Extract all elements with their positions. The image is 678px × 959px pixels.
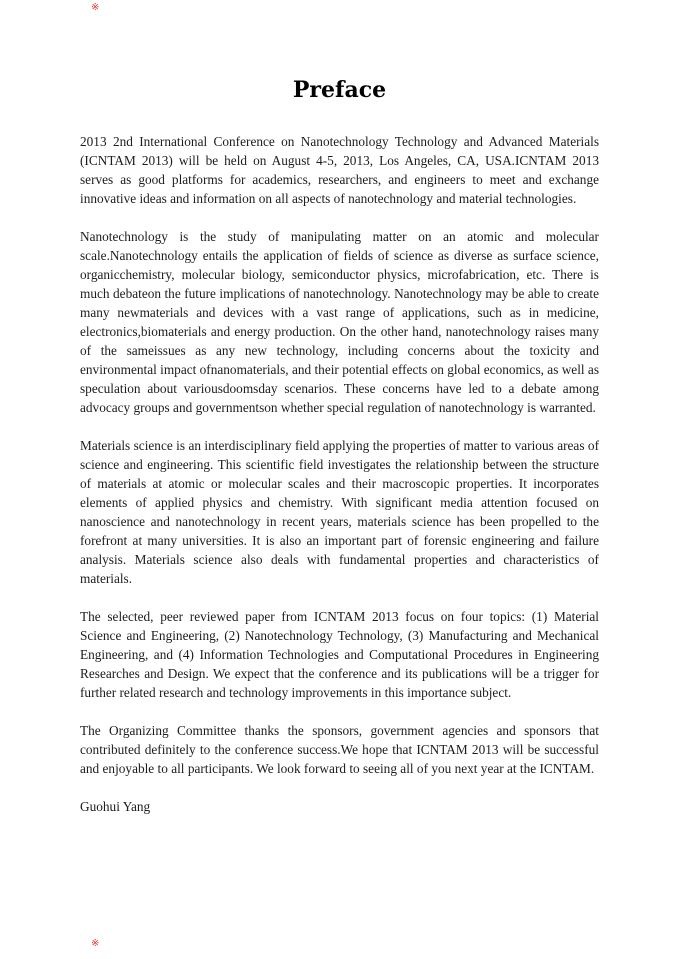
- signature: Guohui Yang: [80, 799, 151, 814]
- paragraph-materials-science: Materials science is an interdisciplinary field applying the properties of matter to various areas of science and engineering. This scientific field investigates the relationship between the structure of materials at atomic or molecular scales and their macroscopic properties. It incorporates elements of applied physics and chemistry. With significant media attention focused on nanoscience and nanotechnology in recent years, materials science has been propelled to the forefront at many universities. It is also an important part of forensic engineering and failure analysis. Materials science also deals with fundamental properties and characteristics of materials.: [80, 438, 599, 586]
- paragraph-topics: The selected, peer reviewed paper from ICNTAM 2013 focus on four topics: (1) Material Science and Engineering, (2) Nanotechnology Technology, (3) Manufacturing and Mechanical Engineering, and (4) Information Technologies and Computational Procedures in Engineering Researches and Design. We expect that the conference and its publications will be a trigger for further related research and technology improvements in this importance subject.: [80, 609, 599, 700]
- paragraph-nanotechnology-overview: Nanotechnology is the study of manipulating matter on an atomic and molecular scale.Nanotechnology entails the application of fields of science as diverse as surface science, organicchemistry, molecular biology, semiconductor physics, microfabrication, etc. There is much debateon the future implications of nanotechnology. Nanotechnology may be able to create many newmaterials and devices with a vast range of applications, such as in medicine, electronics,biomaterials and energy production. On the other hand, nanotechnology raises many of the sameissues as any new technology, including concerns about the toxicity and environmental impact ofnanomaterials, and their potential effects on global economics, as well as speculation about variousdoomsday scenarios. These concerns have led to a debate among advocacy groups and governmentson whether special regulation of nanotechnology is warranted.: [80, 229, 599, 415]
- red-edge-artifact-bottom-icon: ※: [91, 939, 100, 949]
- red-edge-artifact-top-icon: ※: [91, 3, 100, 13]
- page-title: Preface: [292, 77, 387, 103]
- page-content: [80, 0, 599, 816]
- paragraph-conference-intro: 2013 2nd International Conference on Nanotechnology Technology and Advanced Materials (ICNTAM 2013) will be held on August 4-5, 2013, Los Angeles, CA, USA.ICNTAM 2013 serves as good platforms for academics, researchers, and engineers to meet and exchange innovative ideas and information on all aspects of nanotechnology and material technologies.: [80, 134, 599, 206]
- paragraph-acknowledgements: The Organizing Committee thanks the sponsors, government agencies and sponsors that contributed definitely to the conference success.We hope that ICNTAM 2013 will be successful and enjoyable to all participants. We look forward to seeing all of you next year at the ICNTAM.: [80, 723, 599, 776]
